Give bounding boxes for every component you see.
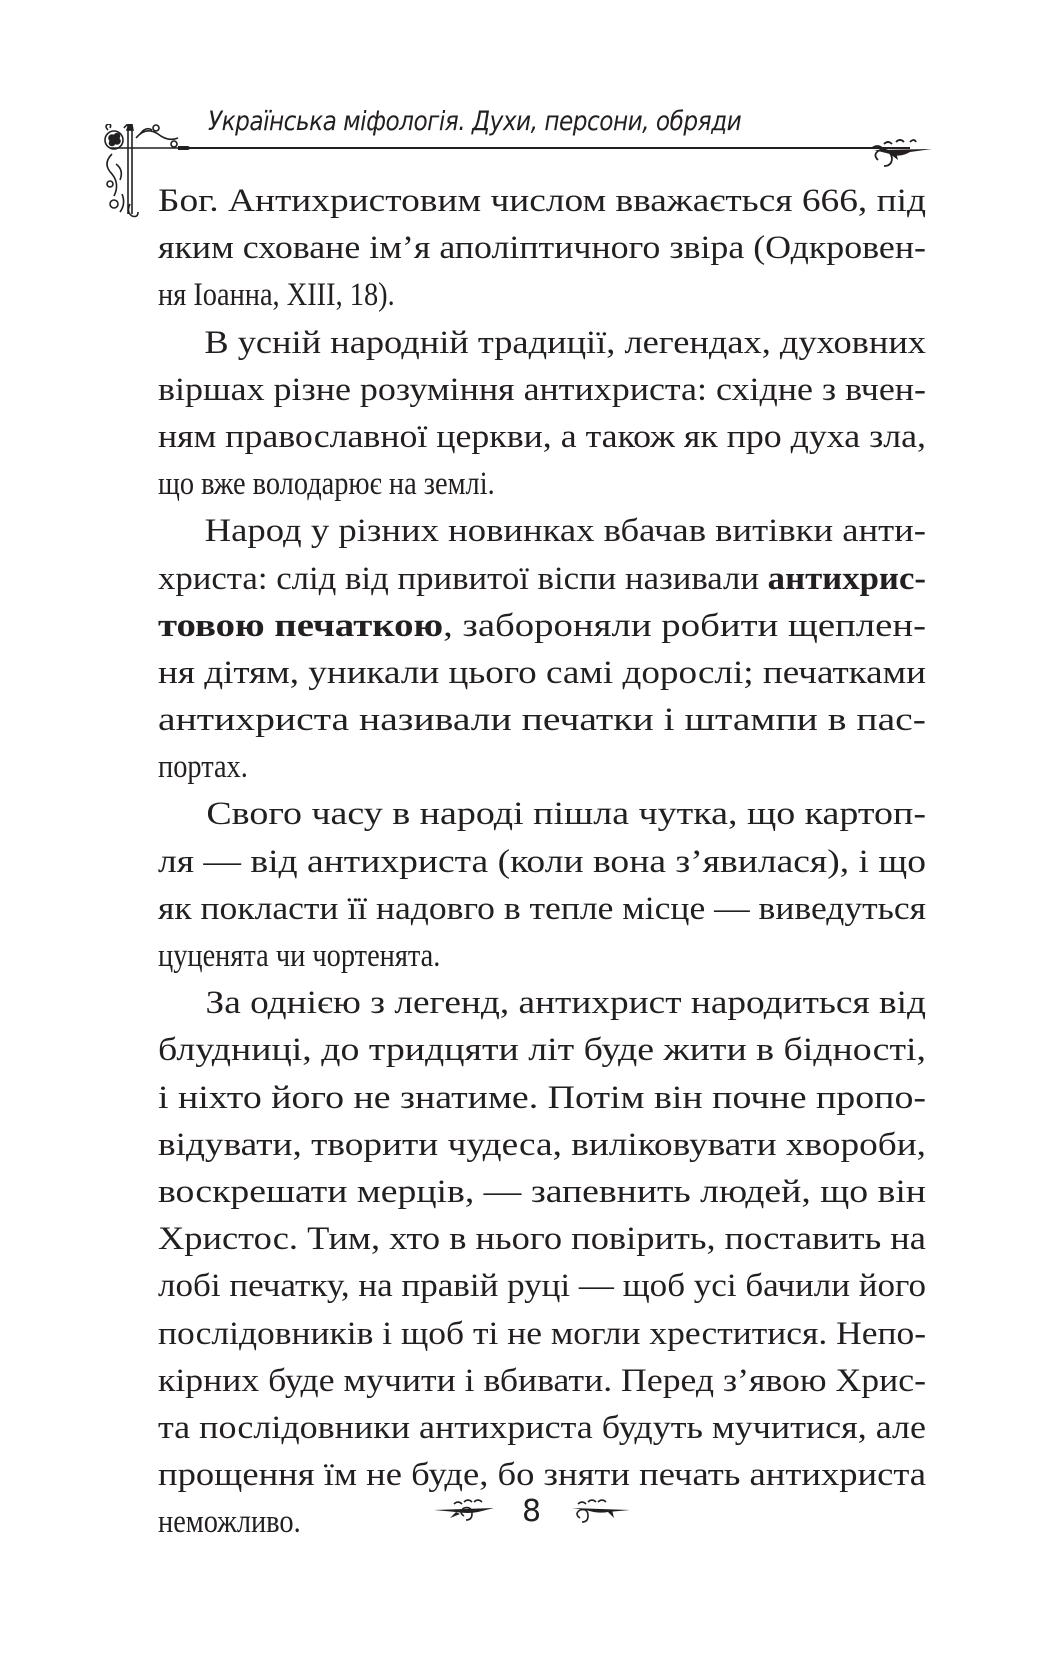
text-line (158, 980, 1027, 1027)
text-run: кірних буде мучити і вбивати. Перед з’явою Хрис- (158, 1362, 927, 1399)
text-line (158, 1075, 1040, 1122)
text-line (158, 697, 1063, 744)
text-line (158, 508, 1011, 555)
body-text (158, 178, 926, 1546)
text-line (158, 1122, 1026, 1169)
running-title: Українська міфологія. Духи, персони, обряди (208, 106, 742, 137)
leaf-flourish-icon (434, 1496, 494, 1526)
text-line (158, 414, 992, 461)
text-line (158, 556, 967, 603)
text-run: цуценята чи чортенята. (158, 938, 441, 974)
text-run: віршах різне розуміння антихриста: східне з вчен- (158, 371, 926, 408)
text-run: лобі печатку, на правій руці — щоб усі бачили його (158, 1268, 926, 1305)
text-run: що вже володарює на землі. (158, 466, 495, 503)
text-run: воскрешати мерців, — запевнить людей, що він (158, 1173, 926, 1210)
text-line (158, 1216, 1006, 1263)
text-line (158, 886, 985, 933)
text-run: Свого часу в народі пішла чутка, що картоп- (206, 796, 926, 833)
text-line (158, 603, 1060, 650)
page-number: 8 (521, 1493, 542, 1529)
text-line (158, 225, 993, 272)
text-line (158, 1169, 1036, 1216)
text-line (158, 744, 818, 791)
text-line (158, 1405, 996, 1452)
text-run: антихриста називали печатки і штампи в пас- (158, 702, 926, 739)
header-rule (190, 147, 910, 149)
text-line (158, 367, 995, 414)
text-line (158, 272, 818, 319)
text-line (158, 178, 1028, 225)
text-run: Христос. Тим, хто в нього повірить, поставить на (158, 1221, 926, 1258)
text-run: як покласти її надовго в тепле місце — виведуться (158, 890, 927, 927)
text-line (158, 1311, 984, 1358)
text-run: відувати, творити чудеса, виліковувати хвороби, (158, 1126, 927, 1163)
text-run: За однією з легенд, антихрист народиться від (205, 985, 926, 1022)
text-run: ля — від антихриста (коли вона з’явилася), і що (158, 843, 927, 880)
text-run: ня дітям, уникали цього самі дорослі; печатками (158, 654, 926, 691)
text-run: блудниці, до тридцяти літ буде жити в бідності, (158, 1032, 927, 1069)
text-run: прощення їм не буде, бо зняти печать антихриста (158, 1457, 927, 1494)
leaf-flourish-icon (570, 1496, 630, 1526)
text-run: В усній народній традиції, легендах, духовних (204, 324, 927, 361)
text-run: христа: слід від привитої віспи називали (158, 560, 768, 597)
page-footer (0, 1491, 1063, 1531)
text-run: ня Іоанна, XIII, 18). (158, 277, 395, 314)
text-line (158, 320, 1005, 367)
text-line (158, 791, 1042, 838)
text-run: послідовників і щоб ті не могли хреститися. Непо- (158, 1315, 927, 1352)
text-run: ням православної церкви, а також як про духа зла, (158, 418, 926, 455)
text-line (158, 1027, 1039, 1074)
text-line (158, 933, 818, 980)
text-run: і ніхто його не знатиме. Потім він почне пропо- (158, 1079, 927, 1116)
text-line (158, 461, 818, 508)
leaf-flourish-icon (870, 138, 932, 170)
text-run: та послідовники антихриста будуть мучитися, але (158, 1409, 926, 1446)
text-run: , забороняли робити щеплен- (443, 607, 927, 644)
text-line (158, 1263, 973, 1310)
bold-term: товою печаткою (158, 607, 444, 644)
text-run: портах. (158, 749, 248, 786)
text-run: Бог. Антихристовим числом вважається 666, під (158, 183, 927, 219)
text-run: яким сховане ім’я аполіптичного звіра (Одкровен- (158, 230, 926, 267)
bold-term: антихрис- (767, 560, 926, 597)
text-run: Народ у різних новинках вбачав витівки анти- (204, 513, 927, 550)
text-line (158, 839, 1032, 886)
text-line (158, 1358, 989, 1405)
text-line (158, 650, 1022, 697)
text-run: неможливо. (158, 1504, 301, 1541)
